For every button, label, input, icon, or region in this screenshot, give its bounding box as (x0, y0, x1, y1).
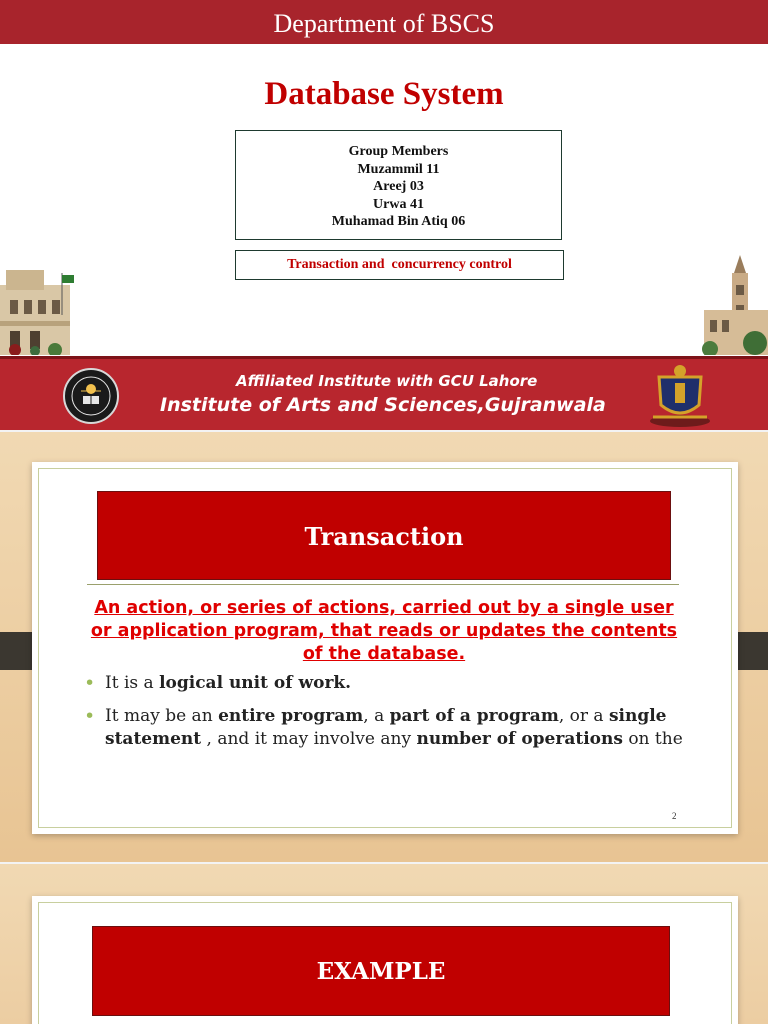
member-name: Muhamad Bin Atiq 06 (331, 214, 466, 229)
slide-heading: EXAMPLE (92, 926, 670, 1016)
member-name: Urwa 41 (373, 196, 424, 212)
campus-building-left-image (0, 255, 80, 355)
institute-name-text: Institute of Arts and Sciences,Gujranwala (160, 394, 606, 416)
member-name: Areej 03 (373, 179, 424, 194)
bullet-icon: • (84, 704, 96, 727)
affiliation-text: Affiliated Institute with GCU Lahore (236, 372, 538, 390)
slide-heading: Transaction (97, 491, 671, 580)
bullet-list (84, 672, 694, 761)
group-members-box (235, 130, 562, 240)
department-header: Department of BSCS (0, 0, 768, 44)
title-slide (0, 0, 768, 430)
transaction-slide (0, 432, 768, 862)
institute-seal-logo (55, 367, 127, 425)
example-slide (0, 864, 768, 1024)
heading-divider (87, 584, 679, 585)
member-name: Muzammil 11 (357, 161, 440, 177)
list-item: • It may be an entire program, a part of a program, or a single statement , and it may involve any number of operations on the (84, 704, 683, 749)
institute-crest-logo (645, 361, 715, 429)
bullet-icon: • (84, 672, 96, 694)
list-item: • It is a logical unit of work. (84, 672, 352, 694)
group-members-heading: Group Members (348, 144, 449, 159)
institute-footer-bar (0, 356, 768, 430)
slide-card (32, 896, 738, 1024)
campus-tower-right-image (700, 255, 768, 355)
definition-text: An action, or series of actions, carried out by a single user or application program, that reads or updates the contents of the database. (90, 598, 678, 664)
slide-card (32, 462, 738, 834)
page-number: 2 (672, 811, 677, 821)
presentation-title: Database System (264, 76, 504, 112)
topic-box: Transaction and concurrency control (235, 250, 564, 280)
